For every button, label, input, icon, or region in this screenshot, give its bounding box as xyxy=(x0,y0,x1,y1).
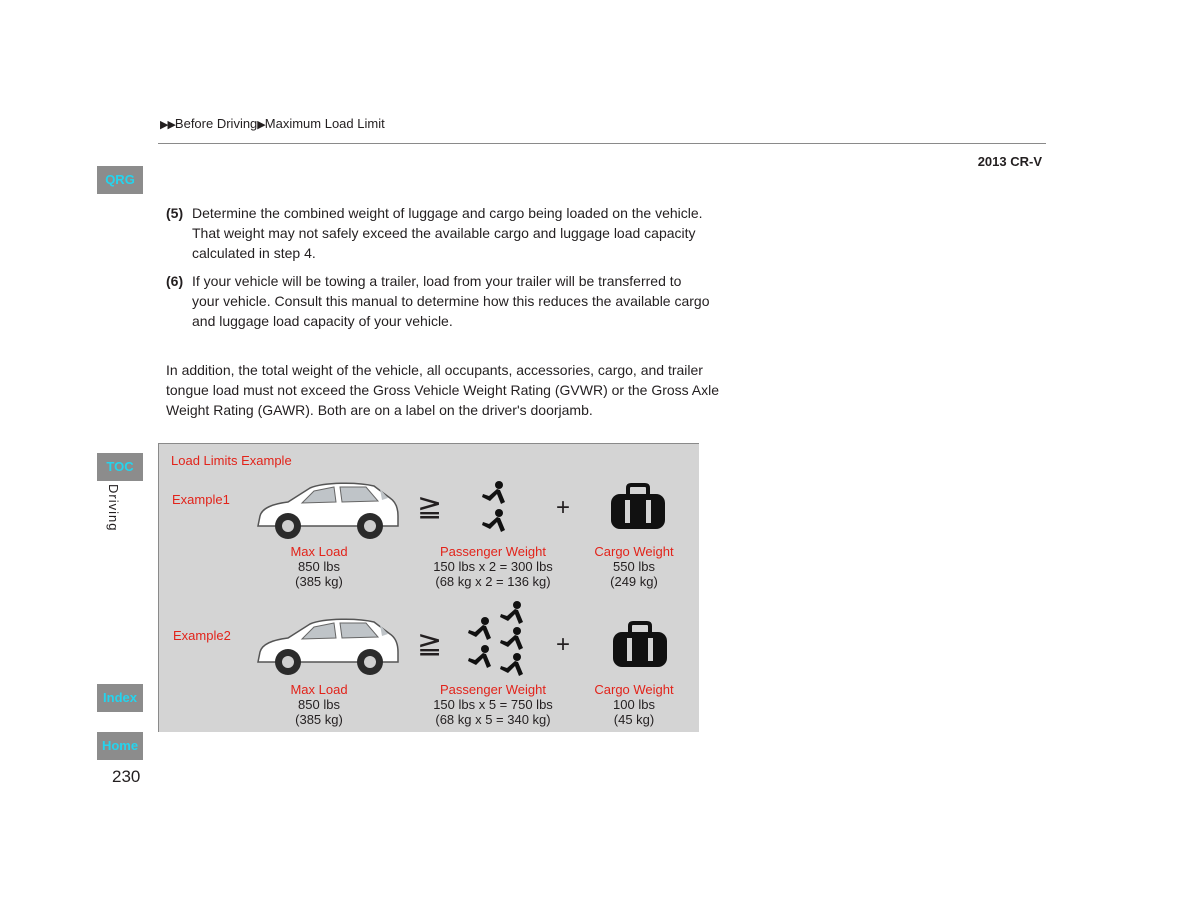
max-load-title: Max Load xyxy=(290,544,348,559)
section-label: Driving xyxy=(106,484,121,532)
breadcrumb-separator-icon: ▶ xyxy=(257,119,265,131)
max-load-kg: (385 kg) xyxy=(295,574,343,589)
passenger-weight-title: Passenger Weight xyxy=(440,544,546,559)
passenger-icon xyxy=(499,626,527,652)
step-text: Determine the combined weight of luggage and cargo being loaded on the vehicle. That weight may not safely exceed the available cargo and luggage load capacity calculated in step 4. xyxy=(192,205,703,261)
cargo-weight-title: Cargo Weight xyxy=(594,682,674,697)
cargo-weight-title: Cargo Weight xyxy=(594,544,674,559)
breadcrumb xyxy=(160,116,385,131)
cargo-weight-lbs: 100 lbs xyxy=(613,697,655,712)
body-paragraph: In addition, the total weight of the vehicle, all occupants, accessories, cargo, and trailer tongue load must not exceed the Gross Vehicle Weight Rating (GVWR) or the Gross Axle Weight Rating (GAWR). Both are on a label on the driver's doorjamb. xyxy=(166,362,720,418)
max-load-kg: (385 kg) xyxy=(295,712,343,727)
greater-equal-symbol: ≧ xyxy=(417,490,443,523)
max-load-column xyxy=(239,544,399,589)
example2-label: Example2 xyxy=(173,628,231,643)
passenger-icon xyxy=(467,644,495,670)
step-number: (6) xyxy=(166,273,184,289)
passenger-weight-title: Passenger Weight xyxy=(440,682,546,697)
max-load-lbs: 850 lbs xyxy=(298,559,340,574)
luggage-icon xyxy=(611,622,669,668)
example1-label: Example1 xyxy=(172,492,230,507)
load-limits-figure xyxy=(158,443,699,732)
passenger-weight-lbs: 150 lbs x 5 = 750 lbs xyxy=(433,697,553,712)
step-text: If your vehicle will be towing a trailer, load from your trailer will be transferred to your vehicle. Consult this manual to determine how this reduces the available cargo and luggage load capacity of your vehicle. xyxy=(192,273,710,329)
passenger-weight-kg: (68 kg x 2 = 136 kg) xyxy=(435,574,551,589)
greater-equal-symbol: ≧ xyxy=(417,627,443,660)
passenger-icon xyxy=(481,480,509,506)
passenger-icon xyxy=(499,600,527,626)
passenger-icon xyxy=(499,652,527,678)
passenger-icon xyxy=(467,616,495,642)
plus-symbol: + xyxy=(556,494,571,521)
max-load-lbs: 850 lbs xyxy=(298,697,340,712)
toc-button[interactable]: TOC xyxy=(97,453,143,481)
max-load-title: Max Load xyxy=(290,682,348,697)
passenger-weight-column xyxy=(413,682,573,727)
luggage-icon xyxy=(609,484,667,530)
plus-symbol: + xyxy=(556,631,571,658)
index-button[interactable]: Index xyxy=(97,684,143,712)
figure-title: Load Limits Example xyxy=(171,453,292,468)
breadcrumb-link-before-driving[interactable]: Before Driving xyxy=(174,116,258,131)
qrg-button[interactable]: QRG xyxy=(97,166,143,194)
car-icon xyxy=(254,614,402,682)
model-label: 2013 CR-V xyxy=(977,154,1042,169)
header-divider xyxy=(158,143,1046,144)
cargo-weight-column xyxy=(554,544,714,589)
passenger-weight-kg: (68 kg x 5 = 340 kg) xyxy=(435,712,551,727)
home-button[interactable]: Home xyxy=(97,732,143,760)
breadcrumb-arrows-icon: ▶▶ xyxy=(160,119,175,131)
cargo-weight-kg: (249 kg) xyxy=(610,574,658,589)
car-icon xyxy=(254,478,402,546)
cargo-weight-lbs: 550 lbs xyxy=(613,559,655,574)
breadcrumb-current-page: Maximum Load Limit xyxy=(264,116,385,131)
passenger-weight-column xyxy=(413,544,573,589)
passenger-icon xyxy=(481,508,509,534)
passenger-weight-lbs: 150 lbs x 2 = 300 lbs xyxy=(433,559,553,574)
cargo-weight-kg: (45 kg) xyxy=(613,712,655,727)
step-number: (5) xyxy=(166,205,184,221)
page-number: 230 xyxy=(112,767,141,786)
max-load-column xyxy=(239,682,399,727)
cargo-weight-column xyxy=(554,682,714,727)
